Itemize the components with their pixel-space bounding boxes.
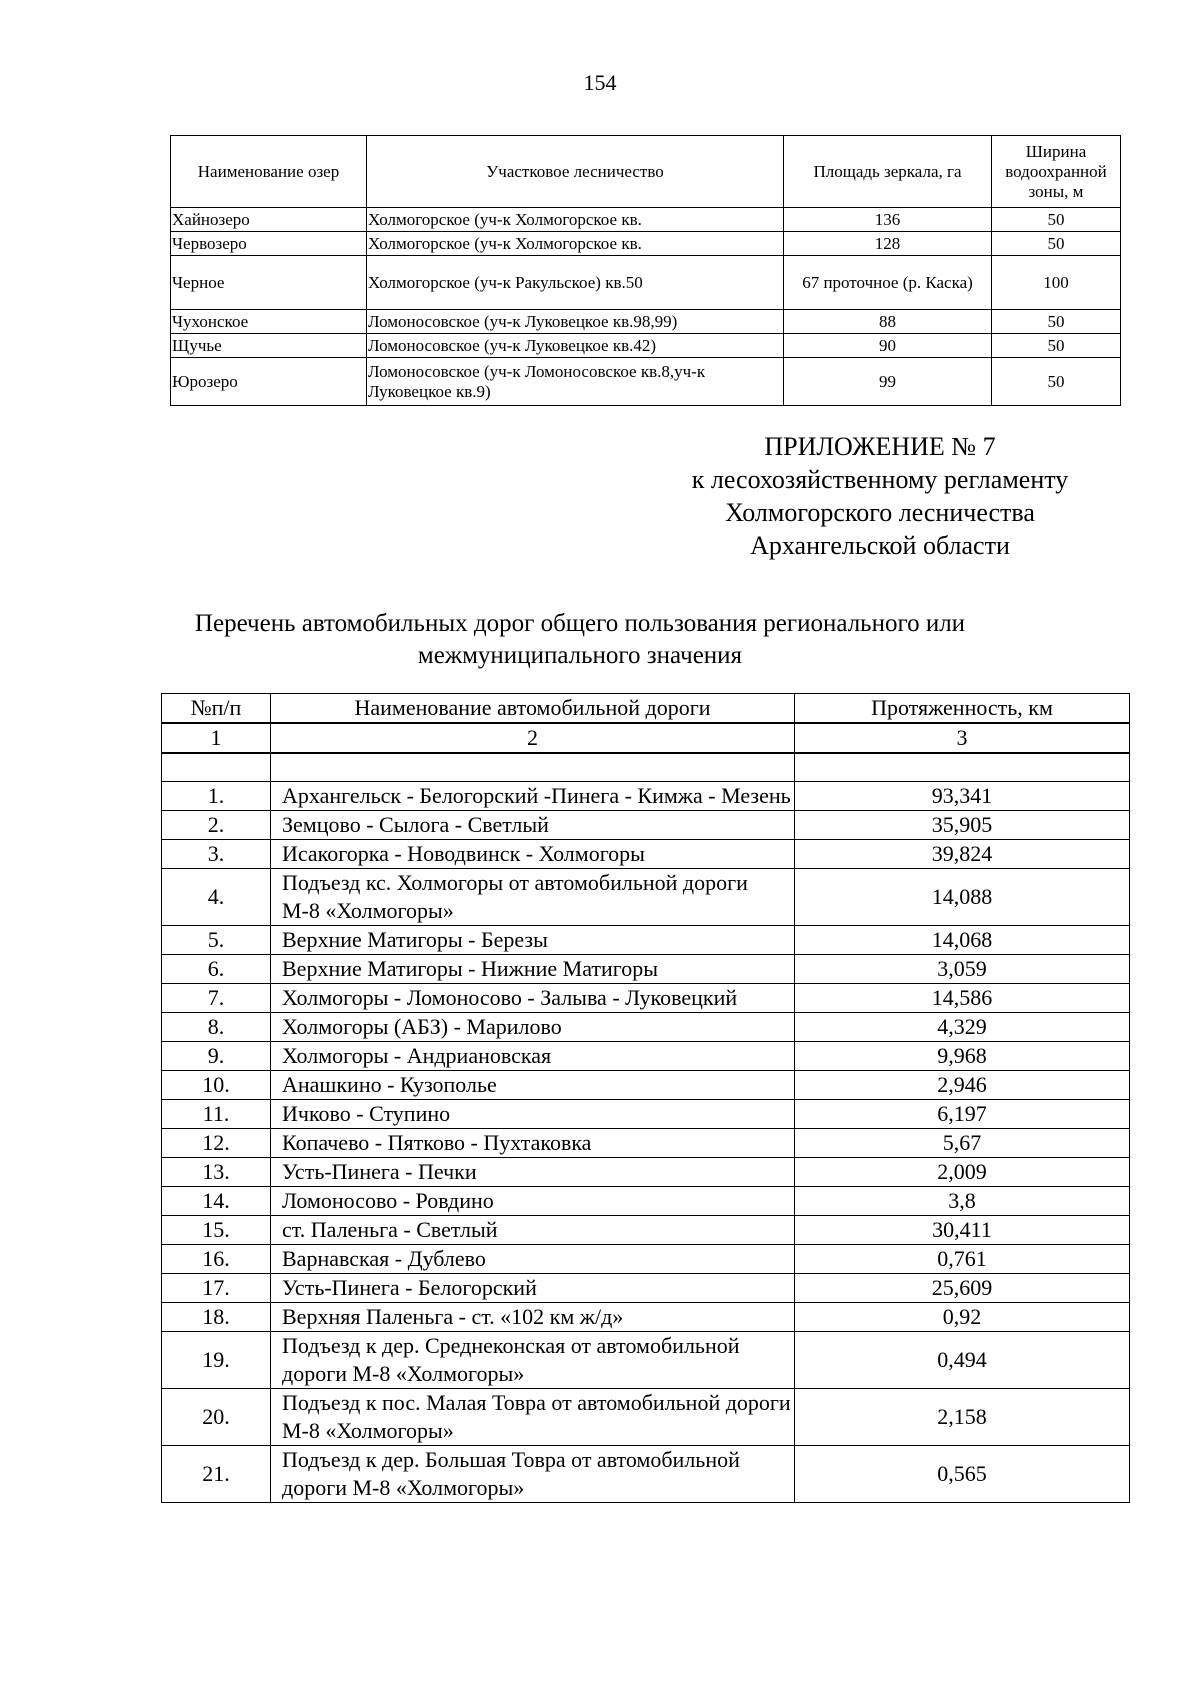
road-number: 10.: [162, 1070, 271, 1099]
road-number: 19.: [162, 1331, 271, 1388]
road-length: 0,92: [795, 1302, 1130, 1331]
table-row: [162, 983, 1130, 1012]
road-name: Земцово - Сылога - Светлый: [271, 810, 795, 839]
road-length: 14,586: [795, 983, 1130, 1012]
table-row: [171, 232, 1121, 256]
road-name: Подъезд к дер. Среднеконская от автомобильной дороги М-8 «Холмогоры»: [271, 1331, 795, 1388]
empty-cell: [795, 753, 1130, 781]
lake-name: Чухонское: [171, 310, 367, 334]
table-row: [171, 358, 1121, 406]
road-number: 13.: [162, 1157, 271, 1186]
road-name: Копачево - Пятково - Пухтаковка: [271, 1128, 795, 1157]
lake-forestry: Ломоносовское (уч-к Луковецкое кв.42): [367, 334, 784, 358]
road-length: 39,824: [795, 839, 1130, 868]
road-number: 18.: [162, 1302, 271, 1331]
table-row: [171, 208, 1121, 232]
road-name: Холмогоры (АБЗ) - Марилово: [271, 1012, 795, 1041]
road-name: Подъезд к дер. Большая Товра от автомобильной дороги М-8 «Холмогоры»: [271, 1445, 795, 1502]
road-number: 12.: [162, 1128, 271, 1157]
lake-name: Щучье: [171, 334, 367, 358]
table-row: [162, 1070, 1130, 1099]
road-length: 2,158: [795, 1388, 1130, 1445]
road-number: 21.: [162, 1445, 271, 1502]
road-number: 20.: [162, 1388, 271, 1445]
empty-cell: [271, 753, 795, 781]
road-length: 0,761: [795, 1244, 1130, 1273]
lake-area: 128: [784, 232, 992, 256]
road-name: Архангельск - Белогорский -Пинега - Кимжа - Мезень: [271, 781, 795, 810]
road-name: ст. Паленьга - Светлый: [271, 1215, 795, 1244]
road-name: Варнавская - Дублево: [271, 1244, 795, 1273]
lake-width: 50: [992, 334, 1121, 358]
road-length: 30,411: [795, 1215, 1130, 1244]
road-name: Подъезд кс. Холмогоры от автомобильной дороги М-8 «Холмогоры»: [271, 868, 795, 925]
lakes-header-width-line: водоохранной: [1005, 161, 1107, 181]
road-number: 3.: [162, 839, 271, 868]
lakes-header-area: Площадь зеркала, га: [784, 136, 992, 208]
table-row: [162, 1012, 1130, 1041]
road-number: 16.: [162, 1244, 271, 1273]
road-length: 9,968: [795, 1041, 1130, 1070]
lake-width: 100: [992, 256, 1121, 310]
column-number: 3: [795, 723, 1130, 753]
road-name: Усть-Пинега - Белогорский: [271, 1273, 795, 1302]
table-row: [162, 1244, 1130, 1273]
lake-forestry: Холмогорское (уч-к Ракульское) кв.50: [367, 256, 784, 310]
road-name: Подъезд к пос. Малая Товра от автомобильной дороги М-8 «Холмогоры»: [271, 1388, 795, 1445]
table-row: [162, 839, 1130, 868]
table-row: [162, 781, 1130, 810]
page-number: 154: [583, 70, 617, 95]
table-row: [162, 868, 1130, 925]
roads-header-name: Наименование автомобильной дороги: [271, 694, 795, 724]
appendix-heading: [640, 430, 1120, 562]
road-length: 2,009: [795, 1157, 1130, 1186]
appendix-line: Архангельской области: [750, 531, 1010, 560]
table-row: [162, 1388, 1130, 1445]
road-name: Усть-Пинега - Печки: [271, 1157, 795, 1186]
road-number: 4.: [162, 868, 271, 925]
lakes-header-width: [992, 136, 1121, 208]
road-number: 17.: [162, 1273, 271, 1302]
table-row: [162, 1128, 1130, 1157]
appendix-title: ПРИЛОЖЕНИЕ № 7: [764, 432, 996, 461]
road-length: 2,946: [795, 1070, 1130, 1099]
road-number: 15.: [162, 1215, 271, 1244]
lakes-header-forestry: Участковое лесничество: [367, 136, 784, 208]
lakes-header-width-line: зоны, м: [1028, 181, 1084, 201]
lakes-table: [170, 135, 1121, 406]
roads-column-numbers-row: [162, 723, 1130, 753]
appendix-line: к лесохозяйственному регламенту: [691, 465, 1069, 494]
lake-width: 50: [992, 232, 1121, 256]
table-row: [162, 1445, 1130, 1502]
road-length: 14,068: [795, 925, 1130, 954]
lake-area: 90: [784, 334, 992, 358]
road-length: 0,565: [795, 1445, 1130, 1502]
road-name: Ломоносово - Ровдино: [271, 1186, 795, 1215]
road-number: 5.: [162, 925, 271, 954]
road-name: Исакогорка - Новодвинск - Холмогоры: [271, 839, 795, 868]
road-length: 25,609: [795, 1273, 1130, 1302]
lake-forestry: Ломоносовское (уч-к Ломоносовское кв.8,уч-к Луковецкое кв.9): [367, 358, 784, 406]
lake-area: 99: [784, 358, 992, 406]
roads-header-num: №п/п: [162, 694, 271, 724]
roads-list-title: Перечень автомобильных дорог общего пользования регионального или межмуниципального значения: [194, 610, 966, 669]
table-row: [162, 1157, 1130, 1186]
table-row: [171, 310, 1121, 334]
lakes-header-width-line: Ширина: [1025, 141, 1087, 161]
lake-forestry: Холмогорское (уч-к Холмогорское кв.: [367, 208, 784, 232]
roads-header-row: [162, 694, 1130, 724]
road-length: 3,059: [795, 954, 1130, 983]
lake-width: 50: [992, 358, 1121, 406]
road-name: Верхняя Паленьга - ст. «102 км ж/д»: [271, 1302, 795, 1331]
road-number: 2.: [162, 810, 271, 839]
table-row: [162, 1186, 1130, 1215]
table-row: [162, 1302, 1130, 1331]
lakes-header-name: Наименование озер: [171, 136, 367, 208]
road-number: 9.: [162, 1041, 271, 1070]
table-row: [162, 1041, 1130, 1070]
table-row: [162, 1331, 1130, 1388]
road-name: Верхние Матигоры - Нижние Матигоры: [271, 954, 795, 983]
empty-cell: [162, 753, 271, 781]
lake-width: 50: [992, 310, 1121, 334]
lake-name: Хайнозеро: [171, 208, 367, 232]
table-row: [162, 1273, 1130, 1302]
road-number: 6.: [162, 954, 271, 983]
column-number: 1: [162, 723, 271, 753]
lake-forestry: Холмогорское (уч-к Холмогорское кв.: [367, 232, 784, 256]
road-name: Ичково - Ступино: [271, 1099, 795, 1128]
road-name: Холмогоры - Андриановская: [271, 1041, 795, 1070]
roads-empty-row: [162, 753, 1130, 781]
road-number: 14.: [162, 1186, 271, 1215]
lake-forestry: Ломоносовское (уч-к Луковецкое кв.98,99): [367, 310, 784, 334]
roads-table: [161, 693, 1130, 1503]
table-row: [162, 954, 1130, 983]
road-length: 6,197: [795, 1099, 1130, 1128]
table-row: [171, 334, 1121, 358]
road-length: 93,341: [795, 781, 1130, 810]
road-length: 5,67: [795, 1128, 1130, 1157]
road-name: Холмогоры - Ломоносово - Залыва - Луковецкий: [271, 983, 795, 1012]
column-number: 2: [271, 723, 795, 753]
road-number: 8.: [162, 1012, 271, 1041]
lake-area: 136: [784, 208, 992, 232]
road-length: 35,905: [795, 810, 1130, 839]
roads-header-length: Протяженность, км: [795, 694, 1130, 724]
road-name: Анашкино - Кузополье: [271, 1070, 795, 1099]
table-row: [162, 1099, 1130, 1128]
road-number: 1.: [162, 781, 271, 810]
lake-area: 88: [784, 310, 992, 334]
table-row: [171, 256, 1121, 310]
appendix-line: Холмогорского лесничества: [725, 498, 1035, 527]
road-length: 0,494: [795, 1331, 1130, 1388]
lake-name: Черное: [171, 256, 367, 310]
table-row: [162, 1215, 1130, 1244]
table-row: [162, 925, 1130, 954]
road-length: 14,088: [795, 868, 1130, 925]
lake-area: 67 проточное (р. Каска): [784, 256, 992, 310]
road-name: Верхние Матигоры - Березы: [271, 925, 795, 954]
lake-name: Юрозеро: [171, 358, 367, 406]
road-length: 4,329: [795, 1012, 1130, 1041]
lake-width: 50: [992, 208, 1121, 232]
road-length: 3,8: [795, 1186, 1130, 1215]
road-number: 11.: [162, 1099, 271, 1128]
road-number: 7.: [162, 983, 271, 1012]
table-row: [162, 810, 1130, 839]
lake-name: Червозеро: [171, 232, 367, 256]
